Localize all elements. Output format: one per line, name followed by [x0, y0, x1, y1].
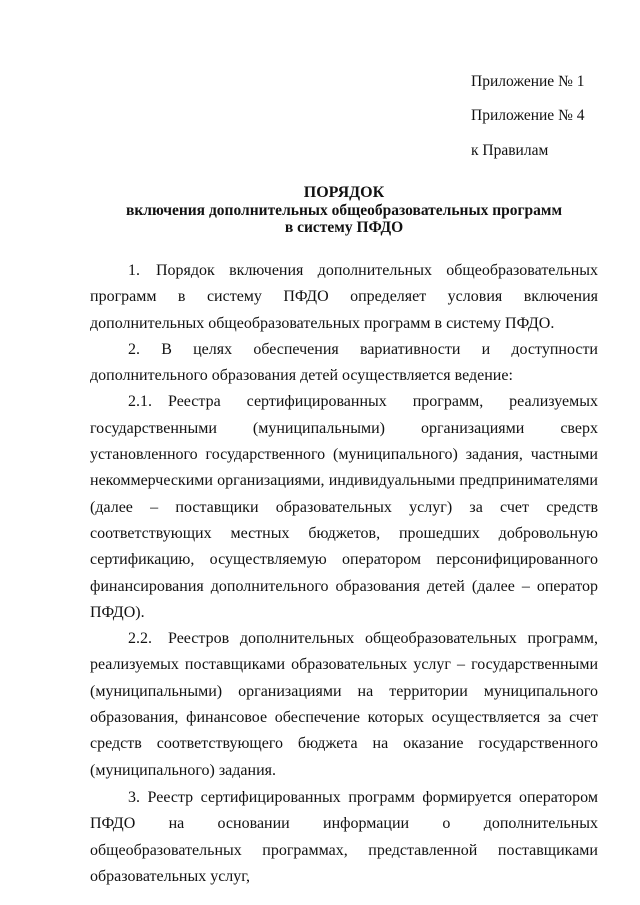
appendix-label-1: Приложение № 1 [471, 73, 585, 90]
paragraph-text: Реестров дополнительных общеобразовательных программ, реализуемых поставщиками образовательных услуг – государственными (муниципальными) организациями на территории муниципального образования, финансовое обеспечение которых осуществляется за счет средств соответствующего бюджета на оказание государственного (муниципального) задания. [90, 630, 598, 779]
paragraph-number: 1. [128, 262, 140, 279]
paragraph-text: Реестра сертифицированных программ, реализуемых государственными (муниципальными) организациями сверх установленного государственного (муниципального) задания, частными некоммерческими организациями, индивидуальными предпринимателями (далее – поставщики образовательных услуг) за счет средств соответствующих местных бюджетов, прошедших добровольную сертификацию, осуществляемую оператором персонифицированного финансирования дополнительного образования детей (далее – оператор ПФДО). [90, 393, 598, 621]
paragraph-text: 3. Реестр сертифицированных программ формируется оператором ПФДО на основании информации о дополнительных общеобразовательных программах, представленной поставщиками образовательных услуг, [90, 788, 598, 885]
paragraph-number: 2.1. [128, 393, 152, 411]
title-main: ПОРЯДОК [303, 184, 385, 201]
title-line-2: в систему ПФДО [284, 219, 404, 236]
paragraph-2 [90, 337, 598, 390]
paragraph-2-1 [90, 389, 598, 626]
paragraph-text: 2. В целях обеспечения вариативности и доступности дополнительного образования детей осуществляется ведение: [90, 340, 598, 385]
paragraph-2-2 [90, 626, 598, 785]
paragraph-1 [90, 258, 598, 337]
appendix-label-4: Приложение № 4 [471, 107, 585, 124]
paragraph-text: Порядок включения дополнительных общеобразовательных программ в систему ПФДО определяет условия включения дополнительных общеобразовательных программ в систему ПФДО. [90, 262, 598, 332]
appendix-to-rules: к Правилам [471, 142, 549, 159]
paragraph-3 [90, 785, 598, 890]
document-body [90, 258, 598, 890]
paragraph-number: 2.2. [128, 630, 152, 648]
document-title [90, 184, 598, 236]
title-line-1: включения дополнительных общеобразовательных программ [125, 202, 563, 219]
